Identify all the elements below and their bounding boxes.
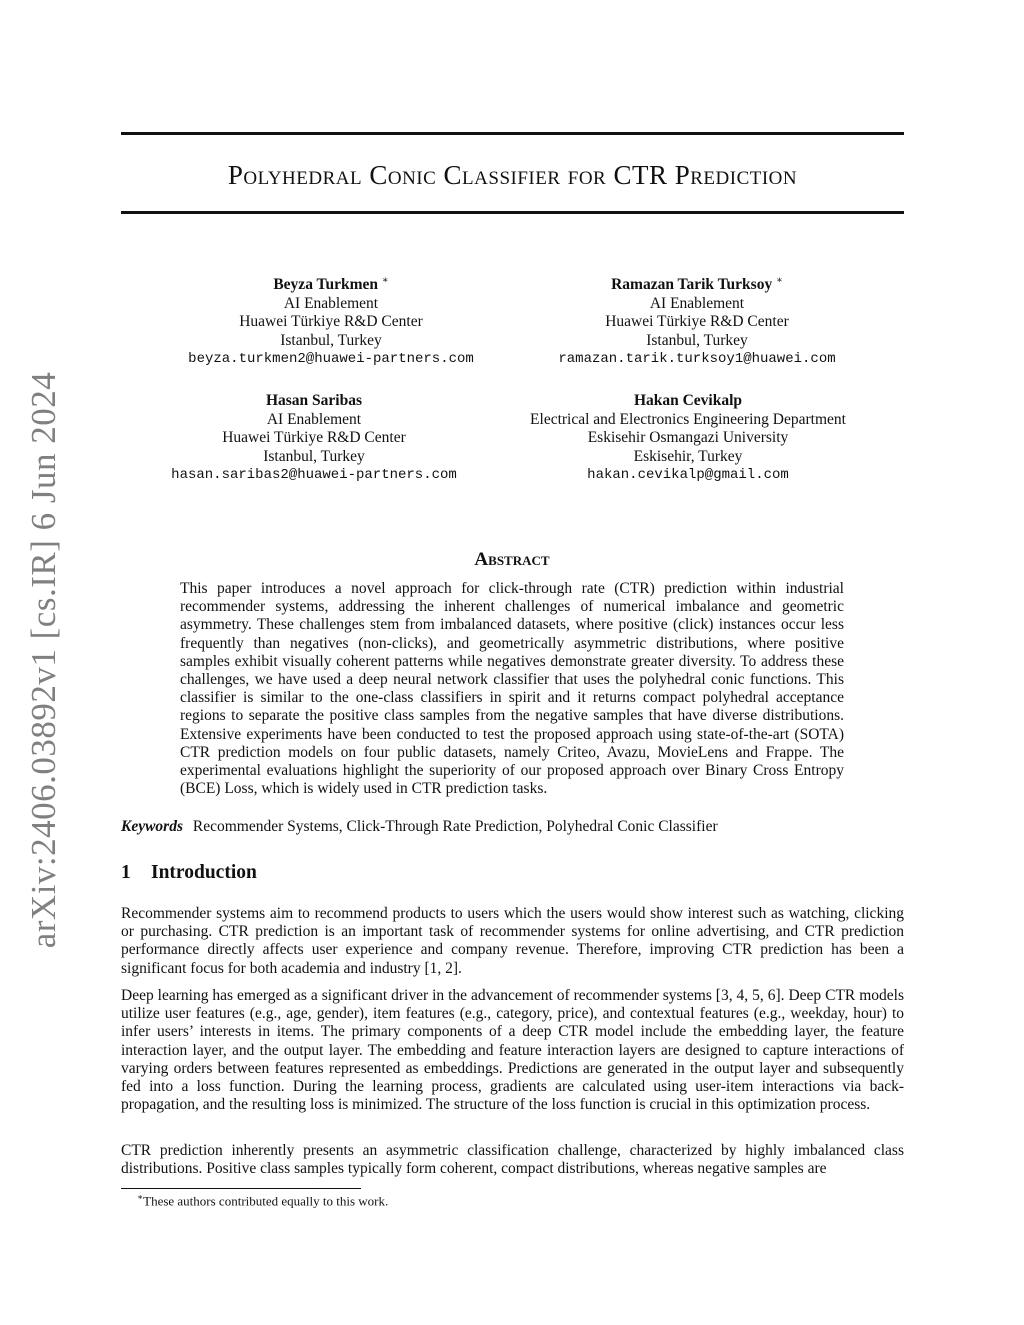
- author-name: Hakan Cevikalp: [633, 392, 743, 409]
- author-block: [121, 272, 541, 369]
- author-affiliation: AI Enablement: [266, 410, 362, 428]
- footnote-text: These authors contributed equally to this work.: [143, 1193, 389, 1209]
- author-name: Beyza Turkmen ∗: [273, 275, 389, 294]
- body-paragraph: Recommender systems aim to recommend products to users which the users would show interest such as watching, clicking or purchasing. CTR prediction is an important task of recommender systems for online advertising, and CTR prediction performance directly affects user experience and company revenue. Therefore, improving CTR prediction has been a significant focus for both academia and industry [1, 2].: [121, 905, 904, 977]
- author-affiliation: Huawei Türkiye R&D Center: [605, 313, 789, 331]
- section-heading: [121, 862, 257, 884]
- keywords-line: [121, 818, 718, 836]
- author-name: Hasan Saribas: [265, 392, 363, 409]
- abstract-heading: Abstract: [474, 549, 550, 570]
- body-paragraph: Deep learning has emerged as a significant driver in the advancement of recommender systems [3, 4, 5, 6]. Deep CTR models utilize user features (e.g., age, gender), item features (e.g., category, price), and contextual features (e.g., weekday, hour) to infer users’ interests in items. The primary components of a deep CTR model include the embedding layer, the feature interaction layer, and the output layer. The embedding and feature interaction layers are designed to capture interactions of varying orders between features represented as embeddings. Predictions are generated in the output layer and subsequently fed into a loss function. During the learning process, gradients are calculated using user-item interactions via back-propagation, and the resulting loss is minimized. The structure of the loss function is crucial in this optimization process.: [121, 987, 904, 1114]
- author-affiliation: AI Enablement: [649, 294, 745, 312]
- author-email: ramazan.tarik.turksoy1@huawei.com: [558, 351, 836, 368]
- title-rule-bottom: [121, 211, 904, 214]
- footnote-mark: ∗: [137, 1192, 144, 1202]
- paper-title: Polyhedral Conic Classifier for CTR Prediction: [227, 160, 798, 190]
- author-affiliation: Eskisehir Osmangazi University: [587, 429, 789, 446]
- author-block: [478, 392, 898, 485]
- author-email: hasan.saribas2@huawei-partners.com: [171, 467, 457, 483]
- body-paragraph: CTR prediction inherently presents an asymmetric classification challenge, characterized by highly imbalanced class distributions. Positive class samples typically form coherent, compact distributions, whereas negative samples are: [121, 1142, 904, 1178]
- author-email: beyza.turkmen2@huawei-partners.com: [188, 351, 474, 368]
- footnote: [137, 1192, 388, 1209]
- author-location: Eskisehir, Turkey: [633, 447, 743, 465]
- author-affiliation: Electrical and Electronics Engineering Department: [530, 410, 846, 428]
- author-location: Istanbul, Turkey: [646, 331, 748, 349]
- keywords-label: Keywords: [121, 818, 183, 835]
- author-affiliation: Huawei Türkiye R&D Center: [239, 313, 423, 331]
- section-title: Introduction: [151, 862, 257, 883]
- author-block: [104, 392, 524, 485]
- arxiv-identifier-stamp: arXiv:2406.03892v1 [cs.IR] 6 Jun 2024: [24, 371, 63, 949]
- equal-contribution-mark: ∗: [381, 275, 389, 286]
- author-block: [487, 272, 907, 369]
- author-location: Istanbul, Turkey: [263, 447, 365, 465]
- author-location: Istanbul, Turkey: [280, 331, 382, 349]
- author-name: Ramazan Tarik Turksoy ∗: [611, 275, 783, 294]
- abstract-text: This paper introduces a novel approach for click-through rate (CTR) prediction within industrial recommender systems, addressing the inherent challenges of numerical imbalance and geometric asymmetry. These challenges stem from imbalanced datasets, where positive (click) instances occur less frequently than negatives (non-clicks), and geometrically asymmetric distributions, where positive samples exhibit visually coherent patterns while negatives demonstrate greater diversity. To address these challenges, we have used a deep neural network classifier that uses the polyhedral conic functions. This classifier is similar to the one-class classifiers in spirit and it returns compact polyhedral acceptance regions to separate the positive class samples from the negative samples that have diverse distributions. Extensive experiments have been conducted to test the proposed approach using state-of-the-art (SOTA) CTR prediction models on four public datasets, namely Criteo, Avazu, MovieLens and Frappe. The experimental evaluations highlight the superiority of our proposed approach over Binary Cross Entropy (BCE) Loss, which is widely used in CTR prediction tasks.: [180, 580, 844, 798]
- author-affiliation: AI Enablement: [283, 294, 379, 312]
- author-email: hakan.cevikalp@gmail.com: [587, 467, 789, 483]
- author-affiliation: Huawei Türkiye R&D Center: [222, 429, 406, 446]
- section-number: 1: [121, 862, 131, 883]
- keywords-list: Recommender Systems, Click-Through Rate Prediction, Polyhedral Conic Classifier: [192, 818, 718, 835]
- title-rule-top: [121, 132, 904, 135]
- footnote-rule: [121, 1188, 361, 1189]
- equal-contribution-mark: ∗: [776, 275, 783, 286]
